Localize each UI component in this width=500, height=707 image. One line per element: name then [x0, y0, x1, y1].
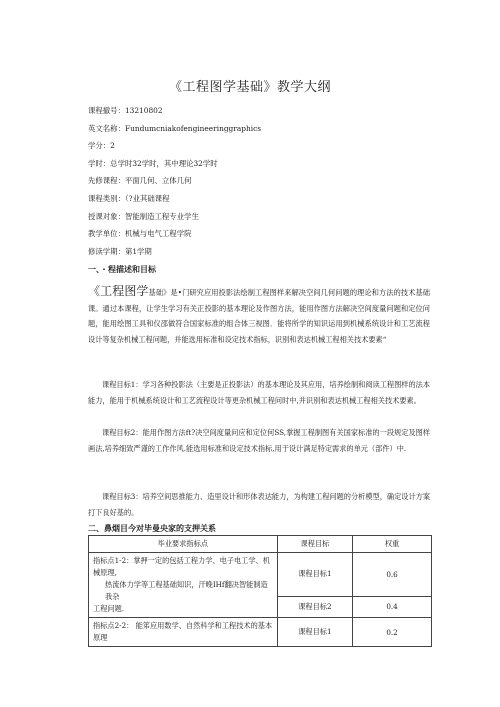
- goal-cell: 课程目标2: [277, 596, 352, 617]
- description-lead: 《工程图学: [88, 284, 149, 298]
- course-description: [88, 284, 430, 347]
- section-heading-support: 二、鼻烟目今对毕曼央家的支押关系: [88, 524, 216, 533]
- meta-unit: 教学单位：机械与电气工程学院: [88, 229, 192, 239]
- indicator-1-2-line-a: 指标点1-2：掌押一定的包括工程力学、电子电工学、机械原理,: [93, 556, 270, 577]
- goal-cell: 课程目标1: [277, 553, 352, 597]
- description-body: 基础》是•门研究应用投影法绘制工程图样来解决空间几何问题的理论和方法的技术基础课。通过本课程，让学生学习有关正投影的基本理论及作图方法，能用作图方法解决空间度量问题和定位问题，能用绘图工具和仪邵做符合国家标准的组合体三视图．能将所学的知识运用到机械系统设计和工艺流程设计等复杂机械工程问题，并能选用标准和设定技术指标，识别和表达机械工程相关技术要素“: [88, 288, 430, 344]
- page-title: 《工程图学基础》教学大纲: [168, 80, 331, 95]
- weight-cell: 0.2: [353, 618, 432, 647]
- table-row: [89, 553, 432, 597]
- meta-hours: 学时：总学时32学时，其中理论32学时: [88, 158, 218, 168]
- meta-english-name: 英文名称：Fundumcniakofengineeringgraphics: [88, 123, 262, 133]
- indicator-2-2: 指标点2-2： 能笫应用数学、自然科学和工程技术的基本原理: [89, 618, 278, 647]
- col-header-weight: 权重: [353, 536, 432, 553]
- meta-semester: 修读学期：第1学期: [88, 246, 152, 256]
- course-goal-3: 课程目标3：培养空间思推能力、造里设计和形体表达能力，为构建工程问题的分析模型，确定设计方案打下良好基的。: [88, 492, 431, 517]
- meta-category: 课程类别：（?业其础课程: [88, 193, 170, 203]
- meta-prerequisites: 先修课程：平面几何、立体几何: [88, 176, 192, 186]
- course-goal-1: 课程目标1：学习各种投影法（主要是正投影法）的基本理论及其应用，培养绘制和阅读工程图样的法本能力，能用于机械系统设计和工艺流程设计等更杂机械工程问时中,并识别和表达机械工程相关技术要素。: [88, 380, 431, 405]
- weight-cell: 0.6: [353, 553, 432, 597]
- weight-cell: 0.4: [353, 596, 432, 617]
- table-header-row: [89, 536, 432, 553]
- support-table: [88, 535, 432, 647]
- indicator-1-2: [89, 553, 278, 618]
- course-goal-2: 课程目标2：能用作图方法ft?决空间度量问应和定位何SS,掌握工程制图有关国家标准的一段规定及图样画法,培养细致严谨的工作作风.能选用标准和设定技术指标,用于设计满足特定需求的单元（部件）中.: [88, 428, 430, 453]
- meta-audience: 授课对象：智能制造工程专业学生: [88, 211, 199, 221]
- indicator-1-2-line-b: 热流体力学等工程基础知识，汗晚IHf翻决智能制造我杂: [105, 580, 268, 601]
- meta-course-code: 课程撤号：13210802: [88, 106, 163, 115]
- indicator-1-2-line-c: 工程问题.: [93, 604, 125, 613]
- col-header-indicator: 毕业要求指标点: [89, 536, 278, 553]
- goal-cell: 课程目标1: [277, 618, 352, 647]
- meta-credits: 学分：2: [88, 141, 115, 151]
- section-heading-description: 一、・程描述和目标: [88, 265, 156, 274]
- course-meta: [88, 102, 261, 260]
- table-row: [89, 618, 432, 647]
- col-header-goal: 课程目标: [277, 536, 352, 553]
